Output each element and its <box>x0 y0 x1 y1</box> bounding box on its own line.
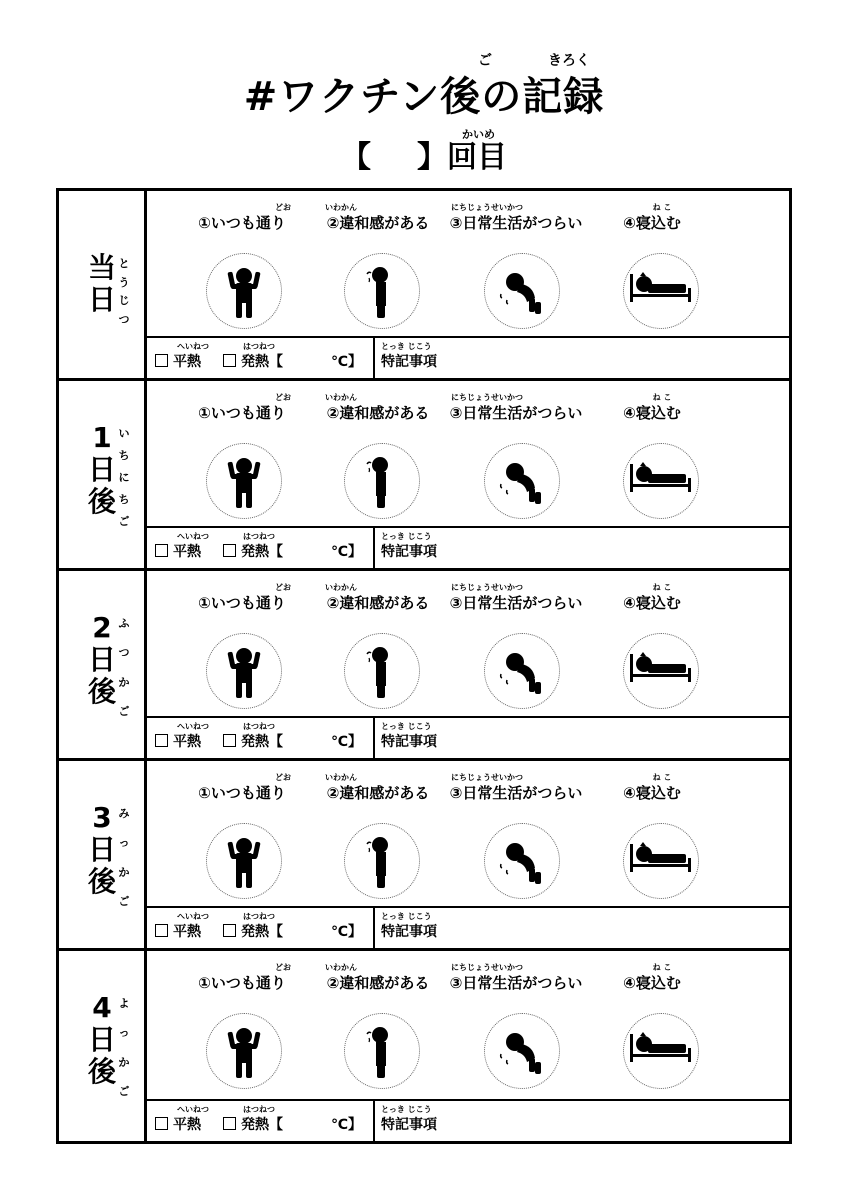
normal-temp-label: 平熱 <box>173 924 201 940</box>
day-label-ruby: か <box>118 675 130 689</box>
fever-ruby: はつねつ <box>243 532 275 541</box>
option-furigana: いわかん <box>325 393 357 402</box>
fever-unit: ℃】 <box>331 1117 362 1133</box>
checkbox-icon[interactable] <box>223 354 236 367</box>
option-label: ②違和感がある <box>326 404 430 422</box>
day-label-char: 日 <box>87 833 116 866</box>
option-furigana: ね こ <box>652 393 672 402</box>
notes-field[interactable] <box>381 532 437 562</box>
option-furigana: どお <box>275 203 291 212</box>
person-uneasy-icon[interactable] <box>344 443 420 519</box>
option-normal[interactable] <box>167 963 317 993</box>
day-content <box>147 951 789 1141</box>
day-label-ruby: ち <box>118 493 130 506</box>
option-furigana: いわかん <box>325 203 357 212</box>
footer-row <box>147 336 789 378</box>
option-label: ②違和感がある <box>326 784 430 802</box>
option-label: ④寝込む <box>623 214 681 232</box>
person-struggling-icon[interactable] <box>484 823 560 899</box>
person-normal-icon[interactable] <box>206 823 282 899</box>
day-label-ruby: か <box>118 1055 130 1069</box>
option-furigana: どお <box>275 773 291 782</box>
footer-row <box>147 526 789 568</box>
notes-label: 特記事項 <box>381 544 437 560</box>
day-label-ruby: み <box>118 807 130 820</box>
day-label-ruby: に <box>118 471 130 484</box>
notes-ruby: とっき じこう <box>381 532 432 541</box>
checkbox-icon[interactable] <box>155 924 168 937</box>
option-furigana: ね こ <box>652 773 672 782</box>
day-label-char: 後 <box>87 865 116 898</box>
option-furigana: いわかん <box>325 963 357 972</box>
person-in-bed-icon[interactable] <box>623 633 699 709</box>
option-furigana: どお <box>275 393 291 402</box>
option-furigana: どお <box>275 963 291 972</box>
normal-temp-checkbox[interactable] <box>155 342 209 372</box>
day-label-ruby: う <box>118 275 130 289</box>
checkbox-icon[interactable] <box>223 544 236 557</box>
notes-field[interactable] <box>381 912 437 942</box>
person-normal-icon[interactable] <box>206 1013 282 1089</box>
day-label-ruby: っ <box>118 1026 130 1040</box>
fever-label: 発熱【 <box>241 354 283 370</box>
person-struggling-icon[interactable] <box>484 633 560 709</box>
normal-temp-ruby: へいねつ <box>177 722 209 731</box>
person-normal-icon[interactable] <box>206 443 282 519</box>
option-label: ②違和感がある <box>326 214 430 232</box>
day-row-4 <box>59 951 789 1141</box>
title-ruby-kiroku: きろく <box>548 53 590 69</box>
option-normal[interactable] <box>167 393 317 423</box>
fever-label: 発熱【 <box>241 544 283 560</box>
day-label-char: 後 <box>87 485 116 518</box>
fever-unit: ℃】 <box>331 924 362 940</box>
day-label <box>59 761 147 948</box>
option-bedridden[interactable] <box>577 773 727 803</box>
person-uneasy-icon[interactable] <box>344 1013 420 1089</box>
normal-temp-ruby: へいねつ <box>177 342 209 351</box>
day-label-char: 日 <box>87 643 116 676</box>
option-label: ④寝込む <box>623 594 681 612</box>
title-ruby-go: ご <box>478 53 492 69</box>
option-label: ①いつも通り <box>198 404 286 422</box>
day-label-char: 日 <box>87 283 116 316</box>
option-label: ①いつも通り <box>198 214 286 232</box>
person-in-bed-icon[interactable] <box>623 443 699 519</box>
person-struggling-icon[interactable] <box>484 253 560 329</box>
day-label-char: 後 <box>87 1055 116 1088</box>
notes-label: 特記事項 <box>381 354 437 370</box>
fever-label: 発熱【 <box>241 734 283 750</box>
checkbox-icon[interactable] <box>155 1117 168 1130</box>
option-bedridden[interactable] <box>577 393 727 423</box>
day-label-ruby: よ <box>118 997 130 1010</box>
day-label-ruby: ち <box>118 449 130 462</box>
fever-checkbox[interactable] <box>223 912 362 942</box>
day-row-1 <box>59 381 789 571</box>
page-title: #ワクチン後の記録 <box>243 74 605 120</box>
option-label: ③日常生活がつらい <box>449 974 583 992</box>
checkbox-icon[interactable] <box>223 734 236 747</box>
day-label <box>59 381 147 568</box>
notes-label: 特記事項 <box>381 924 437 940</box>
option-furigana: ね こ <box>652 583 672 592</box>
fever-ruby: はつねつ <box>243 912 275 921</box>
footer-row <box>147 1099 789 1141</box>
option-label: ②違和感がある <box>326 974 430 992</box>
checkbox-icon[interactable] <box>155 544 168 557</box>
day-label-char: 日 <box>87 1023 116 1056</box>
option-furigana: いわかん <box>325 583 357 592</box>
day-label-char: 3 <box>92 801 112 834</box>
normal-temp-ruby: へいねつ <box>177 532 209 541</box>
notes-ruby: とっき じこう <box>381 722 432 731</box>
person-uneasy-icon[interactable] <box>344 633 420 709</box>
person-in-bed-icon[interactable] <box>623 1013 699 1089</box>
option-furigana: どお <box>275 583 291 592</box>
fever-unit: ℃】 <box>331 734 362 750</box>
option-label: ①いつも通り <box>198 974 286 992</box>
option-label: ①いつも通り <box>198 594 286 612</box>
option-struggling[interactable] <box>441 963 591 993</box>
day-content <box>147 191 789 378</box>
count-ruby: かいめ <box>462 128 495 141</box>
person-uneasy-icon[interactable] <box>344 823 420 899</box>
notes-ruby: とっき じこう <box>381 342 432 351</box>
fever-unit: ℃】 <box>331 544 362 560</box>
day-label-char: 当 <box>87 251 116 284</box>
option-furigana: にちじょうせいかつ <box>451 393 523 402</box>
day-label <box>59 951 147 1141</box>
notes-ruby: とっき じこう <box>381 912 432 921</box>
normal-temp-label: 平熱 <box>173 354 201 370</box>
dose-count <box>0 138 848 178</box>
option-uneasy[interactable] <box>303 393 453 423</box>
option-uneasy[interactable] <box>303 583 453 613</box>
notes-field[interactable] <box>381 342 437 372</box>
checkbox-icon[interactable] <box>223 1117 236 1130</box>
day-label-ruby: か <box>118 865 130 879</box>
fever-ruby: はつねつ <box>243 342 275 351</box>
normal-temp-ruby: へいねつ <box>177 912 209 921</box>
fever-ruby: はつねつ <box>243 1105 275 1114</box>
person-normal-icon[interactable] <box>206 253 282 329</box>
fever-checkbox[interactable] <box>223 342 362 372</box>
option-furigana: にちじょうせいかつ <box>451 963 523 972</box>
checkbox-icon[interactable] <box>155 354 168 367</box>
notes-ruby: とっき じこう <box>381 1105 432 1114</box>
person-in-bed-icon[interactable] <box>623 253 699 329</box>
option-label: ②違和感がある <box>326 594 430 612</box>
normal-temp-checkbox[interactable] <box>155 722 209 752</box>
footer-divider <box>373 718 375 758</box>
day-label-ruby: ご <box>118 1085 130 1098</box>
notes-label: 特記事項 <box>381 1117 437 1133</box>
count-close-bracket: 】 <box>417 140 447 175</box>
day-row-0 <box>59 191 789 381</box>
option-uneasy[interactable] <box>303 773 453 803</box>
fever-ruby: はつねつ <box>243 722 275 731</box>
day-label-ruby: い <box>118 427 130 440</box>
footer-divider <box>373 338 375 378</box>
count-label: 回目 <box>447 140 507 175</box>
option-label: ③日常生活がつらい <box>449 214 583 232</box>
option-label: ④寝込む <box>623 974 681 992</box>
person-struggling-icon[interactable] <box>484 443 560 519</box>
day-label-ruby: ご <box>118 895 130 908</box>
day-label-ruby: っ <box>118 836 130 850</box>
fever-label: 発熱【 <box>241 924 283 940</box>
option-label: ④寝込む <box>623 404 681 422</box>
normal-temp-ruby: へいねつ <box>177 1105 209 1114</box>
option-struggling[interactable] <box>441 773 591 803</box>
footer-divider <box>373 1101 375 1141</box>
fever-checkbox[interactable] <box>223 532 362 562</box>
normal-temp-label: 平熱 <box>173 1117 201 1133</box>
day-content <box>147 381 789 568</box>
day-label-ruby: ご <box>118 515 130 528</box>
person-uneasy-icon[interactable] <box>344 253 420 329</box>
day-label-ruby: つ <box>118 313 130 326</box>
option-struggling[interactable] <box>441 203 591 233</box>
day-label-ruby: ふ <box>118 617 130 630</box>
normal-temp-label: 平熱 <box>173 734 201 750</box>
person-in-bed-icon[interactable] <box>623 823 699 899</box>
record-sheet <box>56 188 792 1144</box>
normal-temp-checkbox[interactable] <box>155 912 209 942</box>
day-label-char: 日 <box>87 453 116 486</box>
day-row-3 <box>59 761 789 951</box>
footer-divider <box>373 528 375 568</box>
day-label <box>59 571 147 758</box>
option-label: ③日常生活がつらい <box>449 784 583 802</box>
option-bedridden[interactable] <box>577 963 727 993</box>
option-furigana: にちじょうせいかつ <box>451 773 523 782</box>
fever-label: 発熱【 <box>241 1117 283 1133</box>
option-bedridden[interactable] <box>577 203 727 233</box>
footer-divider <box>373 908 375 948</box>
option-furigana: にちじょうせいかつ <box>451 583 523 592</box>
day-label-char: 2 <box>92 611 112 644</box>
option-furigana: ね こ <box>652 203 672 212</box>
option-normal[interactable] <box>167 773 317 803</box>
notes-label: 特記事項 <box>381 734 437 750</box>
option-label: ①いつも通り <box>198 784 286 802</box>
day-label-ruby: ご <box>118 705 130 718</box>
day-label-ruby: と <box>118 257 130 270</box>
option-label: ③日常生活がつらい <box>449 404 583 422</box>
option-furigana: いわかん <box>325 773 357 782</box>
normal-temp-label: 平熱 <box>173 544 201 560</box>
day-label <box>59 191 147 378</box>
option-normal[interactable] <box>167 583 317 613</box>
day-label-char: 4 <box>92 991 112 1024</box>
option-uneasy[interactable] <box>303 203 453 233</box>
option-struggling[interactable] <box>441 583 591 613</box>
person-normal-icon[interactable] <box>206 633 282 709</box>
normal-temp-checkbox[interactable] <box>155 532 209 562</box>
person-struggling-icon[interactable] <box>484 1013 560 1089</box>
fever-checkbox[interactable] <box>223 722 362 752</box>
day-label-ruby: つ <box>118 646 130 660</box>
checkbox-icon[interactable] <box>223 924 236 937</box>
day-content <box>147 571 789 758</box>
option-furigana: ね こ <box>652 963 672 972</box>
checkbox-icon[interactable] <box>155 734 168 747</box>
option-furigana: にちじょうせいかつ <box>451 203 523 212</box>
day-label-ruby: じ <box>118 294 130 308</box>
option-bedridden[interactable] <box>577 583 727 613</box>
footer-row <box>147 906 789 948</box>
option-label: ③日常生活がつらい <box>449 594 583 612</box>
day-content <box>147 761 789 948</box>
day-row-2 <box>59 571 789 761</box>
option-label: ④寝込む <box>623 784 681 802</box>
option-struggling[interactable] <box>441 393 591 423</box>
notes-field[interactable] <box>381 722 437 752</box>
footer-row <box>147 716 789 758</box>
fever-checkbox[interactable] <box>223 1105 362 1135</box>
normal-temp-checkbox[interactable] <box>155 1105 209 1135</box>
day-label-char: 後 <box>87 675 116 708</box>
option-normal[interactable] <box>167 203 317 233</box>
count-open-bracket: 【 <box>341 140 371 175</box>
notes-field[interactable] <box>381 1105 437 1135</box>
day-label-char: 1 <box>92 421 112 454</box>
fever-unit: ℃】 <box>331 354 362 370</box>
option-uneasy[interactable] <box>303 963 453 993</box>
